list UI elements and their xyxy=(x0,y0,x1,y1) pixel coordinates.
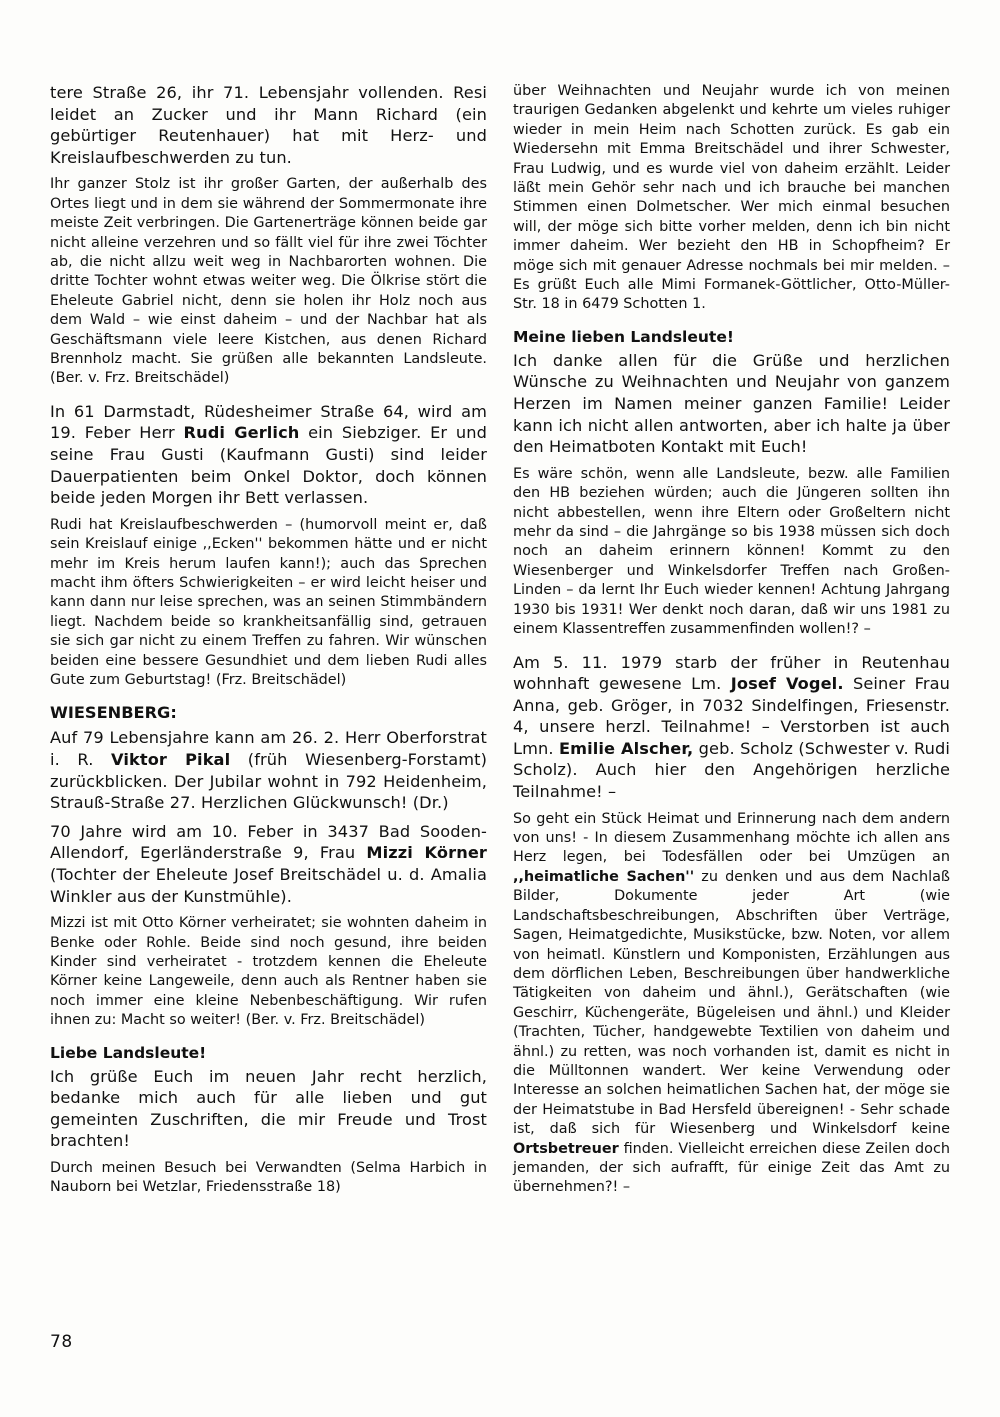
section-heading-meine-lieben-landsleute: Meine lieben Landsleute! xyxy=(513,327,734,346)
paragraph: tere Straße 26, ihr 71. Lebensjahr vollenden. Resi leidet an Zucker und ihr Mann Richard (ein gebürtiger Reutenhauer) hat mit Herz- und Kreislaufbeschwerden zu tun. xyxy=(50,83,487,167)
right-column xyxy=(513,82,950,1200)
paragraph: Ich grüße Euch im neuen Jahr recht herzlich, bedanke mich auch für alle lieben und gut gemeinten Zuschriften, die mir Freude und Trost brachten! xyxy=(50,1066,487,1151)
paragraph: Es wäre schön, wenn alle Landsleute, bezw. alle Familien den HB beziehen würden; auch die Jüngeren sollten ihn nicht abbestellen, wenn ihre Eltern oder Großeltern nicht mehr da sind – die Jahrgänge so bis 1938 müssen sich doch noch an daheim erinnern können! Kommt zu den Wiesenberger und Winkelsdorfer Treffen nach Großen-Linden – da lernt Ihr Euch wieder kennen! Achtung Jahrgang 1930 bis 1931! Wer denkt noch daran, daß wir uns 1981 zu einem Klassentreffen zusammenfinden wollen!? – xyxy=(513,465,950,638)
paragraph: über Weihnachten und Neujahr wurde ich von meinen traurigen Gedanken abgelenkt und kehrte um vieles ruhiger wieder in mein Heim nach Schotten zurück. Es gab ein Wiedersehn mit Emma Breitschädel und ihrer Schwester, Frau Ludwig, und es wurde viel von daheim erzählt. Leider läßt mein Gehör sehr nach und ich brauche bei manchen Stimmen einen Dolmetscher. Wer mich einmal besuchen will, der möge sich bitte vorher melden, denn ich bin nicht immer daheim. Wer bezieht den HB in Schopfheim? Er möge sich mit genauer Adresse nochmals bei mir melden. – Es grüßt Euch alle Mimi Formanek-Göttlicher, Otto-Müller-Str. 18 in 6479 Schotten 1. xyxy=(513,83,950,313)
section-heading-liebe-landsleute: Liebe Landsleute! xyxy=(50,1043,207,1062)
section-heading-wiesenberg: WIESENBERG: xyxy=(50,703,177,723)
paragraph: Mizzi ist mit Otto Körner verheiratet; sie wohnten daheim in Benke oder Rohle. Beide sind noch gesund, ihre beiden Kinder sind verheiratet - trotzdem kennen die Eheleute Körner keine Langeweile, denn auch als Rentner haben sie noch immer eine kleine Nebenbeschäftigung. Wir rufen ihnen zu: Macht so weiter! (Ber. v. Frz. Breitschädel) xyxy=(50,915,487,1029)
paragraph: Am 5. 11. 1979 starb der früher in Reutenhau wohnhaft gewesene Lm. Josef Vogel. Seiner Frau Anna, geb. Gröger, in 7032 Sindelfingen, Friesenstr. 4, unsere herzl. Teilnahme! – Verstorben ist auch Lmn. Emilie Alscher, geb. Scholz (Schwester v. Rudi Scholz). Auch hier den Angehörigen herzliche Teilnahme! – xyxy=(513,652,951,802)
paragraph: Durch meinen Besuch bei Verwandten (Selma Harbich in Nauborn bei Wetzlar, Friedensstraße 18) xyxy=(50,1160,487,1196)
two-column-body xyxy=(50,82,950,1200)
paragraph: Ihr ganzer Stolz ist ihr großer Garten, der außerhalb des Ortes liegt und in dem sie während der Sommermonate ihre meiste Zeit verbringen. Die Gartenerträge können beide gar nicht alleine verzehren und so fällt viel für ihre zwei Töchter ab, die nicht allzu weit weg in Nachbarorten wohnen. Die dritte Tochter wohnt etwas weiter weg. Die Ölkrise stört die Eheleute Gabriel nicht, denn sie holen ihr Holz noch aus dem Wald – wie einst daheim – und der Nachbar hat als Geschäftsmann viele leere Kistchen, aus denen Richard Brennholz macht. Sie grüßen alle bekannten Landsleute. (Ber. v. Frz. Breitschädel) xyxy=(50,176,487,387)
page-number: 78 xyxy=(50,1332,73,1352)
paragraph: 70 Jahre wird am 10. Feber in 3437 Bad Sooden-Allendorf, Egerländerstraße 9, Frau Mizzi Körner (Tochter der Eheleute Josef Breitschädel u. d. Amalia Winkler aus der Kunstmühle). xyxy=(50,821,487,906)
paragraph: Rudi hat Kreislaufbeschwerden – (humorvoll meint er, daß sein Kreislauf einige ,,Ecken'' bekommen hätte und er nicht mehr im Kreis herum laufen kann!); auch das Sprechen macht ihm öfters Schwierigkeiten – er wird leicht heiser und kann dann nur leise sprechen, was an seinen Stimmbändern liegt. Nachdem beide so krankheitsanfällig sind, getrauen sie sich gar nicht zu einem Treffen zu fahren. Wir wünschen beiden eine bessere Gesundhiet und dem lieben Rudi alles Gute zum Geburtstag! (Frz. Breitschädel) xyxy=(50,516,487,689)
left-column xyxy=(50,82,487,1200)
paragraph: Auf 79 Lebensjahre kann am 26. 2. Herr Oberforstrat i. R. Viktor Pikal (früh Wiesenberg-Forstamt) zurückblicken. Der Jubilar wohnt in 792 Heidenheim, Strauß-Straße 27. Herzlichen Glückwunsch! (Dr.) xyxy=(50,728,487,813)
paragraph: Ich danke allen für die Grüße und herzlichen Wünsche zu Weihnachten und Neujahr von ganzem Herzen im Namen meiner ganzen Familie! Leider kann ich nicht allen antworten, aber ich halte ja über den Heimatboten Kontakt mit Euch! xyxy=(513,350,950,457)
paragraph: In 61 Darmstadt, Rüdesheimer Straße 64, wird am 19. Feber Herr Rudi Gerlich ein Siebziger. Er und seine Frau Gusti (Kaufmann Gusti) sind leider Dauerpatienten beim Onkel Doktor, doch können beide jeden Morgen ihr Bett verlassen. xyxy=(50,401,487,508)
paragraph: So geht ein Stück Heimat und Erinnerung nach dem andern von uns! - In diesem Zusammenhang möchte ich allen ans Herz legen, bei Todesfällen oder bei Umzügen an ,,heimatliche Sachen'' zu denken und aus dem Nachlaß Bilder, Dokumente jeder Art (wie Landschaftsbeschreibungen, Abschriften über Verträge, Sagen, Heimatgedichte, Musikstücke, bzw. Noten, vor allem von heimatl. Künstlern und Komponisten, Erzählungen aus dem dörflichen Leben, Beschreibungen über handwerkliche Tätigkeiten von daheim und ähnl.), Gerätschaften (wie Geschirr, Küchengeräte, Bügeleisen und ähnl.) und Kleider (Trachten, Tücher, handgewebte Textilien von daheim und ähnl.) zu retten, was noch vorhanden ist, damit es nicht in die Mülltonnen wandert. Wer keine Verwendung oder Interesse an solchen heimatlichen Sachen hat, der möge sie der Heimatstube in Bad Hersfeld übereignen! - Sehr schade ist, daß sich für Wiesenberg und Winkelsdorf keine Ortsbetreuer finden. Vielleicht erreichen diese Zeilen doch jemanden, der sich aufrafft, für einige Zeit das Amt zu übernehmen?! – xyxy=(513,810,950,1196)
